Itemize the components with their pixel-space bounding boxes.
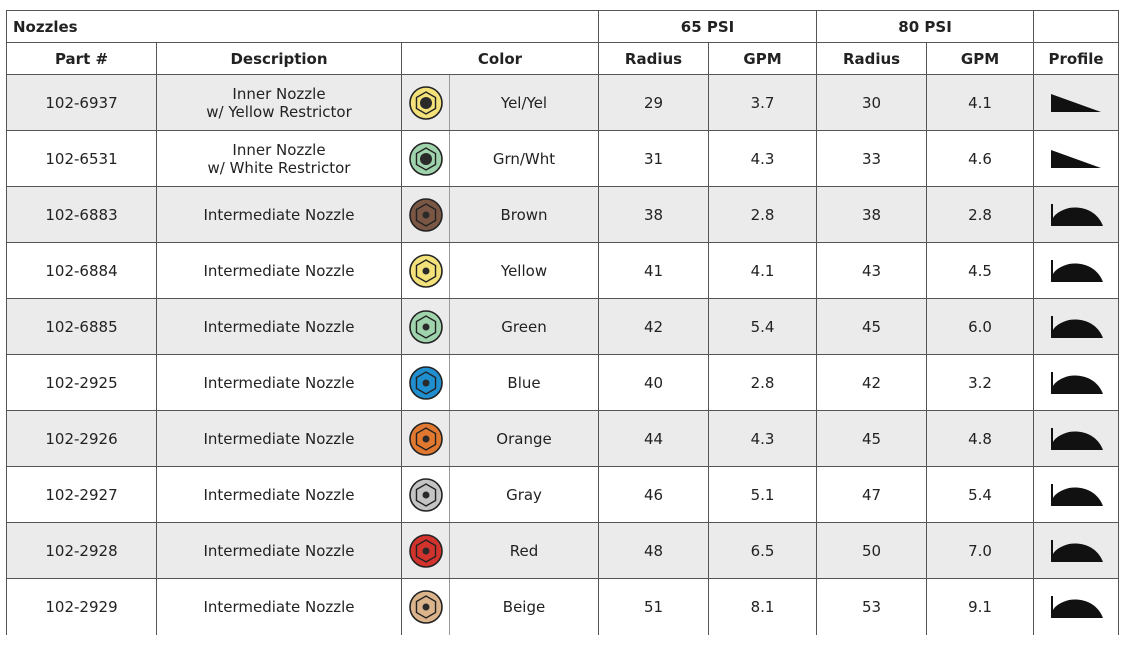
description-cell xyxy=(157,579,402,635)
table-row xyxy=(7,467,1119,523)
wedge-icon xyxy=(1047,88,1105,118)
table-row xyxy=(7,579,1119,635)
part-number: 102-2925 xyxy=(7,355,157,411)
radius-80: 47 xyxy=(817,467,927,523)
description-cell xyxy=(157,523,402,579)
gpm-80: 5.4 xyxy=(927,467,1034,523)
nozzle-color-swatch-icon xyxy=(402,355,450,411)
description-line-1: Intermediate Nozzle xyxy=(203,429,355,448)
column-header-description: Description xyxy=(157,43,402,75)
gpm-65: 4.3 xyxy=(709,131,817,187)
radius-80: 45 xyxy=(817,299,927,355)
radius-65: 31 xyxy=(599,131,709,187)
wedge-icon xyxy=(1034,131,1119,187)
color-name: Orange xyxy=(450,411,599,467)
part-number: 102-2926 xyxy=(7,411,157,467)
arc-icon xyxy=(1047,256,1105,286)
description-line-1: Intermediate Nozzle xyxy=(203,373,355,392)
nozzle-icon xyxy=(408,141,444,177)
gpm-65: 5.1 xyxy=(709,467,817,523)
part-number: 102-6531 xyxy=(7,131,157,187)
nozzle-icon xyxy=(408,533,444,569)
radius-65: 48 xyxy=(599,523,709,579)
arc-icon xyxy=(1047,368,1105,398)
nozzle-color-swatch-icon xyxy=(402,467,450,523)
gpm-65: 4.1 xyxy=(709,243,817,299)
color-name: Gray xyxy=(450,467,599,523)
arc-icon xyxy=(1034,187,1119,243)
part-number: 102-6883 xyxy=(7,187,157,243)
radius-65: 51 xyxy=(599,579,709,635)
column-header-part: Part # xyxy=(7,43,157,75)
radius-65: 40 xyxy=(599,355,709,411)
description-line-1: Intermediate Nozzle xyxy=(203,317,355,336)
gpm-80: 4.1 xyxy=(927,75,1034,131)
arc-icon xyxy=(1047,536,1105,566)
gpm-65: 6.5 xyxy=(709,523,817,579)
gpm-80: 4.5 xyxy=(927,243,1034,299)
arc-icon xyxy=(1034,243,1119,299)
color-name: Grn/Wht xyxy=(450,131,599,187)
nozzle-icon xyxy=(408,421,444,457)
column-header-row xyxy=(7,43,1119,75)
color-name: Brown xyxy=(450,187,599,243)
arc-icon xyxy=(1047,424,1105,454)
part-number: 102-6937 xyxy=(7,75,157,131)
arc-icon xyxy=(1034,523,1119,579)
table-row xyxy=(7,411,1119,467)
description-cell xyxy=(157,411,402,467)
description-cell xyxy=(157,299,402,355)
arc-icon xyxy=(1047,592,1105,622)
description-cell xyxy=(157,467,402,523)
nozzle-icon xyxy=(408,365,444,401)
gpm-80: 6.0 xyxy=(927,299,1034,355)
radius-65: 42 xyxy=(599,299,709,355)
group-header-blank xyxy=(1034,11,1119,43)
description-line-2: w/ White Restrictor xyxy=(207,158,351,177)
table-body xyxy=(7,75,1119,635)
gpm-80: 3.2 xyxy=(927,355,1034,411)
nozzle-icon xyxy=(408,253,444,289)
group-header-65psi: 65 PSI xyxy=(599,11,817,43)
description-cell xyxy=(157,243,402,299)
table-row xyxy=(7,187,1119,243)
column-header-color: Color xyxy=(402,43,599,75)
nozzle-icon xyxy=(408,85,444,121)
nozzle-table xyxy=(6,10,1119,635)
arc-icon xyxy=(1047,312,1105,342)
arc-icon xyxy=(1034,411,1119,467)
arc-icon xyxy=(1047,200,1105,230)
nozzle-color-swatch-icon xyxy=(402,523,450,579)
description-line-2: w/ Yellow Restrictor xyxy=(206,102,352,121)
description-line-1: Intermediate Nozzle xyxy=(203,261,355,280)
column-header-radius-65: Radius xyxy=(599,43,709,75)
table-row xyxy=(7,75,1119,131)
nozzle-color-swatch-icon xyxy=(402,75,450,131)
part-number: 102-6885 xyxy=(7,299,157,355)
nozzle-color-swatch-icon xyxy=(402,131,450,187)
part-number: 102-2927 xyxy=(7,467,157,523)
nozzle-table-wrapper xyxy=(6,10,1119,635)
radius-80: 53 xyxy=(817,579,927,635)
arc-icon xyxy=(1034,299,1119,355)
gpm-80: 4.6 xyxy=(927,131,1034,187)
gpm-65: 2.8 xyxy=(709,355,817,411)
arc-icon xyxy=(1034,467,1119,523)
description-line-1: Intermediate Nozzle xyxy=(203,597,355,616)
color-name: Red xyxy=(450,523,599,579)
arc-icon xyxy=(1047,480,1105,510)
radius-65: 29 xyxy=(599,75,709,131)
nozzle-icon xyxy=(408,197,444,233)
description-cell xyxy=(157,355,402,411)
radius-80: 43 xyxy=(817,243,927,299)
part-number: 102-2929 xyxy=(7,579,157,635)
color-name: Green xyxy=(450,299,599,355)
gpm-65: 4.3 xyxy=(709,411,817,467)
gpm-65: 3.7 xyxy=(709,75,817,131)
table-row xyxy=(7,523,1119,579)
radius-65: 44 xyxy=(599,411,709,467)
radius-65: 46 xyxy=(599,467,709,523)
color-name: Yel/Yel xyxy=(450,75,599,131)
table-row xyxy=(7,299,1119,355)
radius-65: 41 xyxy=(599,243,709,299)
color-name: Yellow xyxy=(450,243,599,299)
table-row xyxy=(7,131,1119,187)
gpm-80: 7.0 xyxy=(927,523,1034,579)
part-number: 102-6884 xyxy=(7,243,157,299)
wedge-icon xyxy=(1034,75,1119,131)
description-line-1: Intermediate Nozzle xyxy=(203,485,355,504)
color-name: Blue xyxy=(450,355,599,411)
gpm-65: 8.1 xyxy=(709,579,817,635)
radius-80: 50 xyxy=(817,523,927,579)
description-cell xyxy=(157,75,402,131)
table-row xyxy=(7,243,1119,299)
nozzle-icon xyxy=(408,309,444,345)
nozzle-icon xyxy=(408,589,444,625)
radius-65: 38 xyxy=(599,187,709,243)
gpm-80: 2.8 xyxy=(927,187,1034,243)
arc-icon xyxy=(1034,579,1119,635)
part-number: 102-2928 xyxy=(7,523,157,579)
column-header-gpm-65: GPM xyxy=(709,43,817,75)
nozzle-color-swatch-icon xyxy=(402,243,450,299)
nozzle-icon xyxy=(408,477,444,513)
gpm-80: 4.8 xyxy=(927,411,1034,467)
gpm-80: 9.1 xyxy=(927,579,1034,635)
radius-80: 42 xyxy=(817,355,927,411)
wedge-icon xyxy=(1047,144,1105,174)
table-row xyxy=(7,355,1119,411)
description-line-1: Intermediate Nozzle xyxy=(203,541,355,560)
description-line-1: Intermediate Nozzle xyxy=(203,205,355,224)
radius-80: 45 xyxy=(817,411,927,467)
column-header-radius-80: Radius xyxy=(817,43,927,75)
nozzle-color-swatch-icon xyxy=(402,187,450,243)
nozzle-color-swatch-icon xyxy=(402,579,450,635)
nozzle-color-swatch-icon xyxy=(402,411,450,467)
description-line-1: Inner Nozzle xyxy=(232,84,326,103)
radius-80: 33 xyxy=(817,131,927,187)
description-line-1: Inner Nozzle xyxy=(232,140,326,159)
radius-80: 38 xyxy=(817,187,927,243)
gpm-65: 2.8 xyxy=(709,187,817,243)
column-header-profile: Profile xyxy=(1034,43,1119,75)
table-title: Nozzles xyxy=(7,11,599,43)
group-header-80psi: 80 PSI xyxy=(817,11,1034,43)
description-cell xyxy=(157,131,402,187)
gpm-65: 5.4 xyxy=(709,299,817,355)
radius-80: 30 xyxy=(817,75,927,131)
description-cell xyxy=(157,187,402,243)
color-name: Beige xyxy=(450,579,599,635)
column-header-gpm-80: GPM xyxy=(927,43,1034,75)
nozzle-color-swatch-icon xyxy=(402,299,450,355)
arc-icon xyxy=(1034,355,1119,411)
group-header-row xyxy=(7,11,1119,43)
